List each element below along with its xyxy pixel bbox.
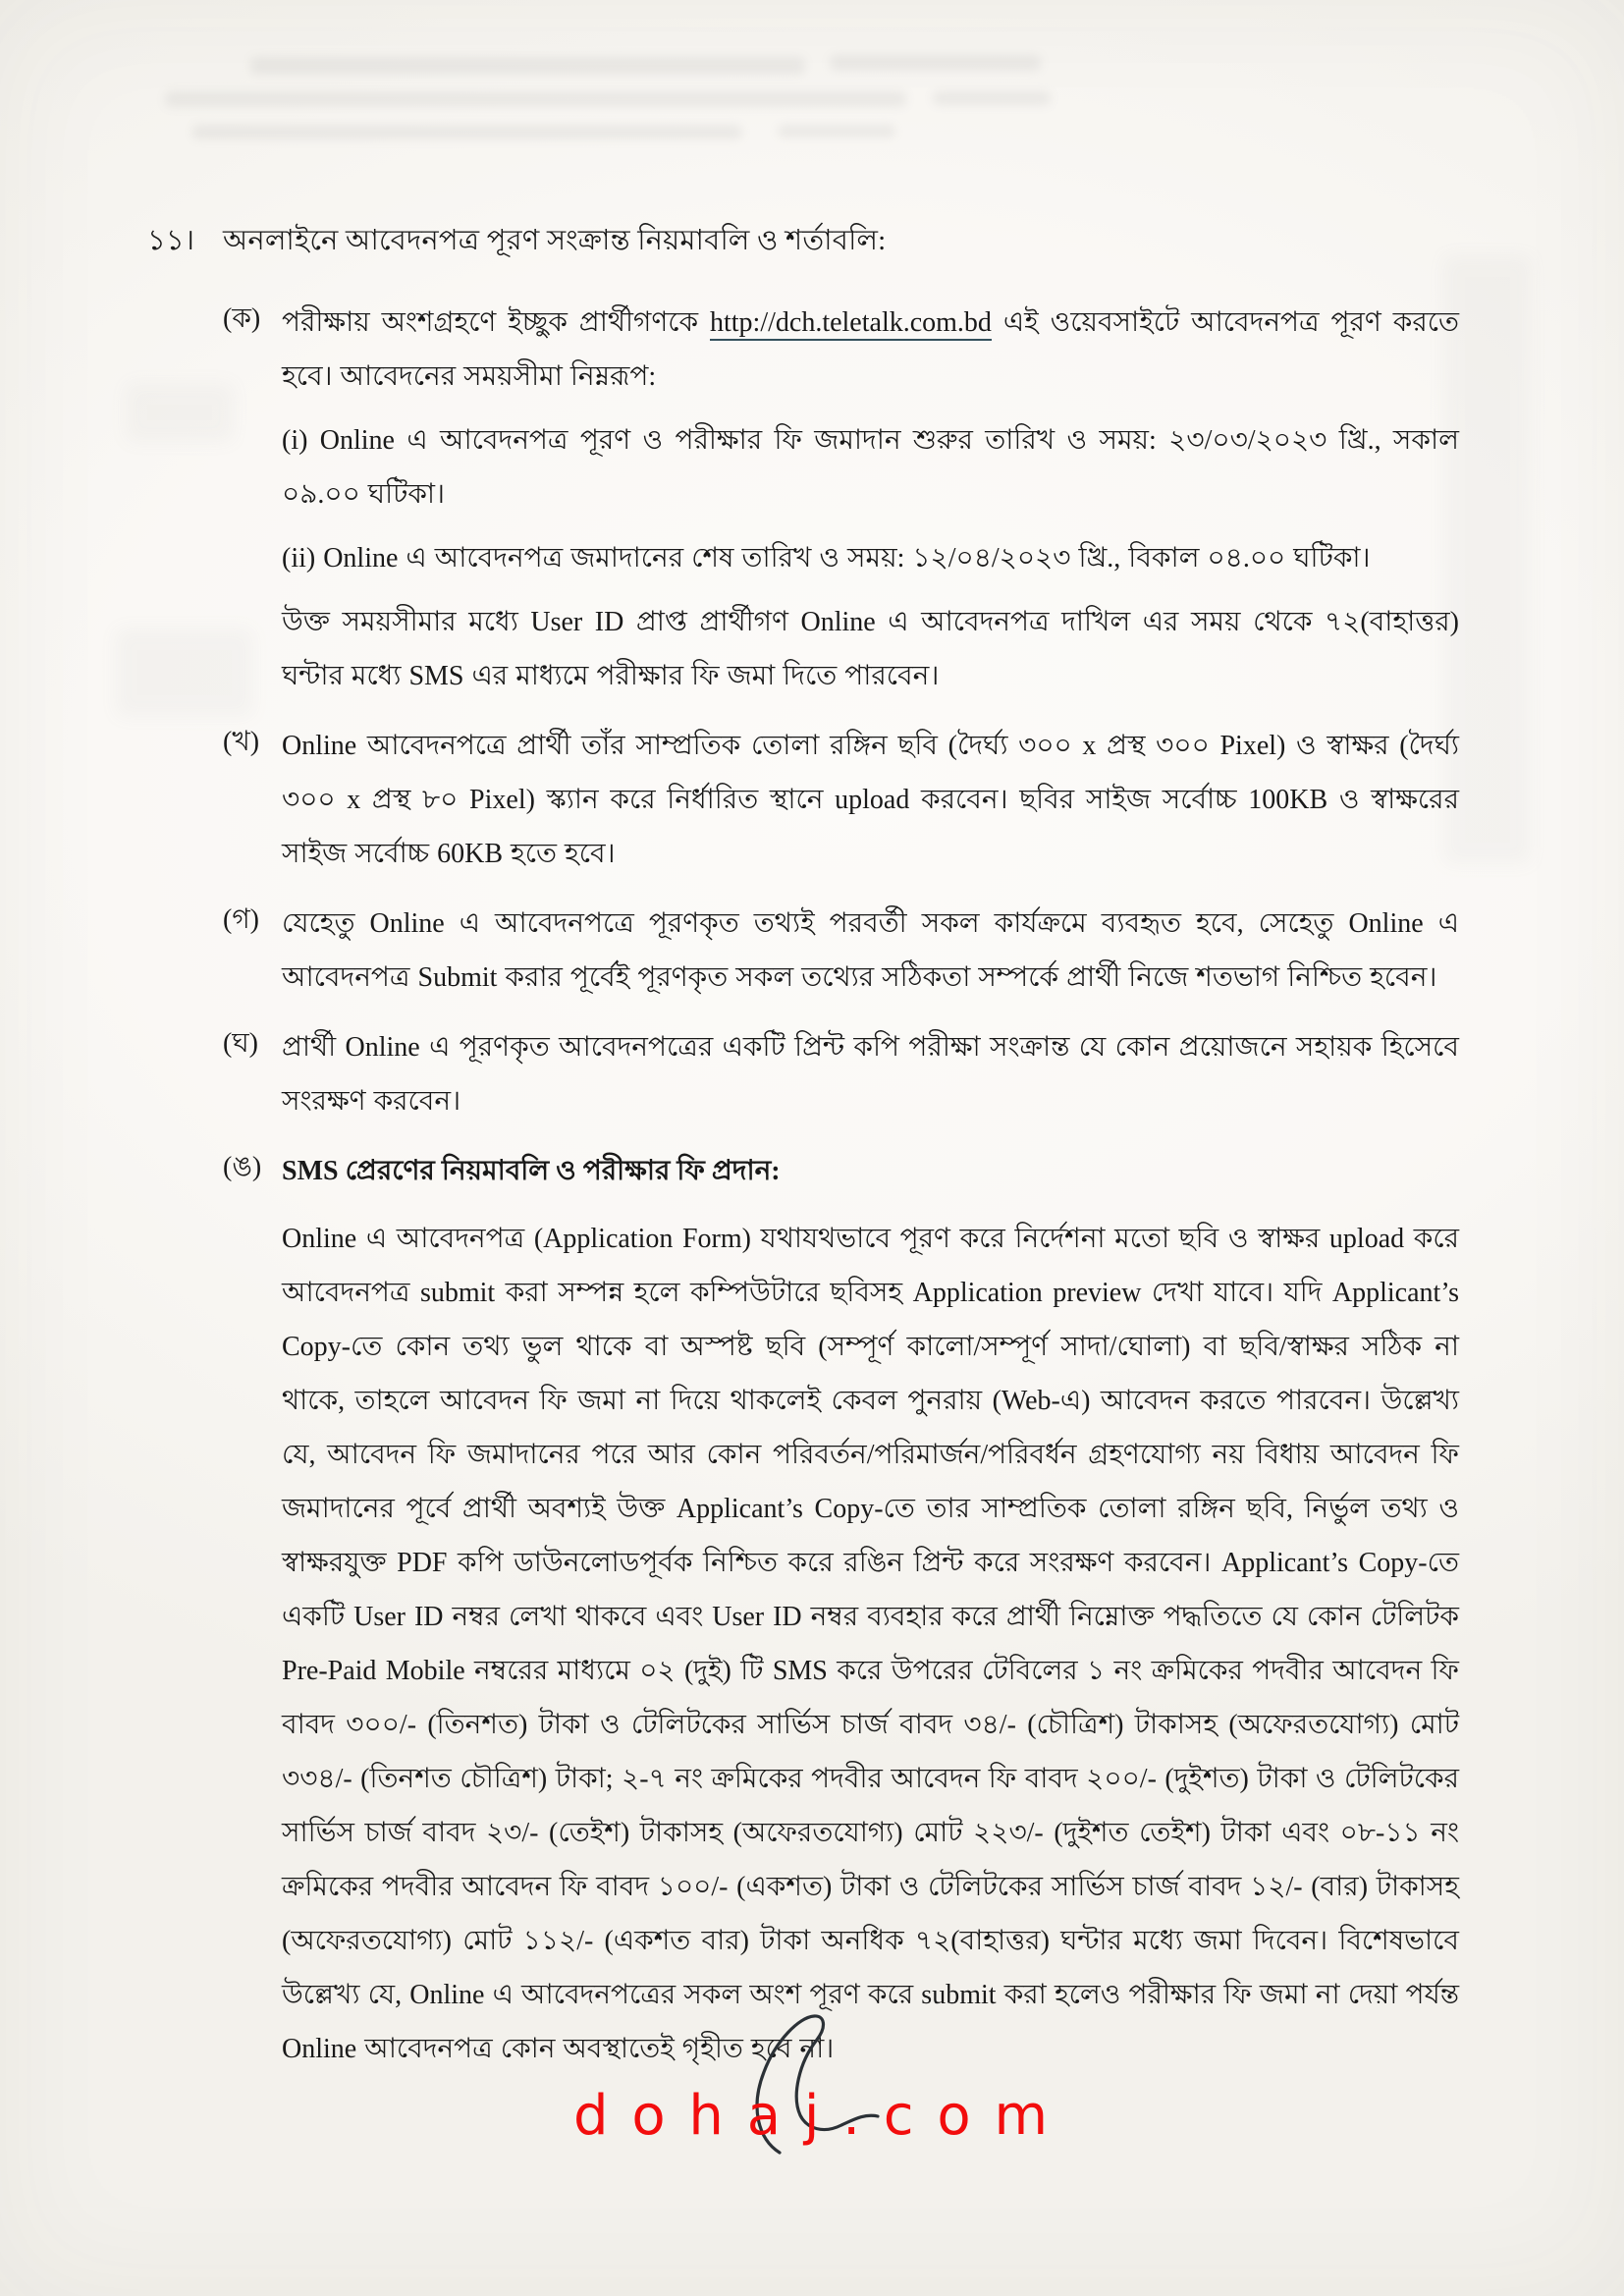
section-ka-closing: উক্ত সময়সীমার মধ্যে User ID প্রাপ্ত প্রার্থীগণ Online এ আবেদনপত্র দাখিল এর সময় থেকে ৭২(বাহাত্তর) ঘন্টার মধ্যে SMS এর মাধ্যমে পরীক্ষার ফি জমা দিতে পারবেন।	[282, 607, 1459, 691]
page-title: অনলাইনে আবেদনপত্র পূরণ সংক্রান্ত নিয়মাবলি ও শর্তাবলি:	[223, 225, 887, 256]
section-uma-label: (ঙ)	[223, 1152, 262, 1182]
bleed-through-artifact	[778, 125, 895, 137]
section-ga	[147, 897, 1459, 1005]
section-ka-label: (ক)	[223, 303, 261, 334]
clause-number: ১১।	[147, 225, 195, 256]
bleed-through-artifact	[830, 55, 1041, 71]
section-gha-label: (ঘ)	[223, 1028, 258, 1059]
section-ka-intro-text-before: পরীক্ষায় অংশগ্রহণে ইচ্ছুক প্রার্থীগণকে	[282, 307, 710, 338]
section-kha-body: Online আবেদনপত্রে প্রার্থী তাঁর সাম্প্রতিক তোলা রঙ্গিন ছবি (দৈর্ঘ্য ৩০০ x প্রস্থ ৩০০ Pixel) ও স্বাক্ষর (দৈর্ঘ্য ৩০০ x প্রস্থ ৮০ Pixel) স্ক্যান করে নির্ধারিত স্থানে upload করবেন। ছবির সাইজ সর্বোচ্চ 100KB ও স্বাক্ষরের সাইজ সর্বোচ্চ 60KB হতে হবে।	[282, 731, 1459, 869]
section-ka-intro-text-after: এই ওয়েবসাইটে আবেদনপত্র পূরণ করতে হবে। আবেদনের সময়সীমা নিম্নরূপ:	[282, 307, 1460, 392]
clause-heading-row	[147, 218, 1459, 266]
application-website-url: http://dch.teletalk.com.bd	[710, 307, 992, 341]
watermark-text: d o h a j . c o m	[573, 2084, 1051, 2148]
section-kha	[147, 719, 1459, 881]
section-uma-body: Online এ আবেদনপত্র (Application Form) যথাযথভাবে পূরণ করে নির্দেশনা মতো ছবি ও স্বাক্ষর upload করে আবেদনপত্র submit করা সম্পন্ন হলে কম্পিউটারে ছবিসহ Application preview দেখা যাবে। যদি Applicant’s Copy-তে কোন তথ্য ভুল থাকে বা অস্পষ্ট ছবি (সম্পূর্ণ কালো/সম্পূর্ণ সাদা/ঘোলা) বা ছবি/স্বাক্ষর সঠিক না থাকে, তাহলে আবেদন ফি জমা না দিয়ে থাকলেই কেবল পুনরায় (Web-এ) আবেদন করতে পারবেন। উল্লেখ্য যে, আবেদন ফি জমাদানের পরে আর কোন পরিবর্তন/পরিমার্জন/পরিবর্ধন গ্রহণযোগ্য নয় বিধায় আবেদন ফি জমাদানের পূর্বে প্রার্থী অবশ্যই উক্ত Applicant’s Copy-তে তার সাম্প্রতিক তোলা রঙ্গিন ছবি, নির্ভুল তথ্য ও স্বাক্ষরযুক্ত PDF কপি ডাউনলোডপূর্বক নিশ্চিত করে রঙিন প্রিন্ট করে সংরক্ষণ করবেন। Applicant’s Copy-তে একটি User ID নম্বর লেখা থাকবে এবং User ID নম্বর ব্যবহার করে প্রার্থী নিম্নোক্ত পদ্ধতিতে যে কোন টেলিটক Pre-Paid Mobile নম্বরের মাধ্যমে ০২ (দুই) টি SMS করে উপরের টেবিলের ১ নং ক্রমিকের পদবীর আবেদন ফি বাবদ ৩০০/- (তিনশত) টাকা ও টেলিটকের সার্ভিস চার্জ বাবদ ৩৪/- (চৌত্রিশ) টাকাসহ (অফেরতযোগ্য) মোট ৩৩৪/- (তিনশত চৌত্রিশ) টাকা; ২-৭ নং ক্রমিকের পদবীর আবেদন ফি বাবদ ২০০/- (দুইশত) টাকা ও টেলিটকের সার্ভিস চার্জ বাবদ ২৩/- (তেইশ) টাকাসহ (অফেরতযোগ্য) মোট ২২৩/- (দুইশত তেইশ) টাকা এবং ০৮-১১ নং ক্রমিকের পদবীর আবেদন ফি বাবদ ১০০/- (একশত) টাকা ও টেলিটকের সার্ভিস চার্জ বাবদ ১২/- (বার) টাকাসহ (অফেরতযোগ্য) মোট ১১২/- (একশত বার) টাকা অনধিক ৭২(বাহাত্তর) ঘন্টার মধ্যে জমা দিবেন। বিশেষভাবে উল্লেখ্য যে, Online এ আবেদনপত্রের সকল অংশ পূরণ করে submit করা হলেও পরীক্ষার ফি জমা না দেয়া পর্যন্ত Online আবেদনপত্র কোন অবস্থাতেই গৃহীত হবে না।	[282, 1224, 1459, 2064]
bleed-through-artifact	[192, 125, 742, 139]
section-ka	[147, 296, 1459, 703]
section-gha-body: প্রার্থী Online এ পূরণকৃত আবেদনপত্রের একটি প্রিন্ট কপি পরীক্ষা সংক্রান্ত যে কোন প্রয়োজনে সহায়ক হিসেবে সংরক্ষণ করবেন।	[282, 1032, 1459, 1117]
section-uma	[147, 1144, 1459, 2076]
section-ka-intro	[282, 296, 1459, 404]
section-uma-heading: SMS প্রেরণের নিয়মাবলি ও পরীক্ষার ফি প্রদান:	[282, 1156, 781, 1186]
section-gha	[147, 1020, 1459, 1128]
document-body	[147, 218, 1459, 2092]
section-ga-body: যেহেতু Online এ আবেদনপত্রে পূরণকৃত তথ্যই পরবর্তী সকল কার্যক্রমে ব্যবহৃত হবে, সেহেতু Online এ আবেদনপত্র Submit করার পূর্বেই পূরণকৃত সকল তথ্যের সঠিকতা সম্পর্কে প্রার্থী নিজে শতভাগ নিশ্চিত হবেন।	[282, 908, 1459, 993]
section-ga-label: (গ)	[223, 904, 259, 935]
bleed-through-artifact	[250, 57, 805, 75]
bleed-through-artifact	[165, 91, 906, 107]
bleed-through-artifact	[933, 91, 1051, 105]
sub-item-start-date: (i) Online এ আবেদনপত্র পূরণ ও পরীক্ষার ফি জমাদান শুরুর তারিখ ও সময়: ২৩/০৩/২০২৩ খ্রি., সকাল ০৯.০০ ঘটিকা।	[282, 425, 1459, 510]
section-kha-label: (খ)	[223, 727, 260, 757]
sub-item-end-date: (ii) Online এ আবেদনপত্র জমাদানের শেষ তারিখ ও সময়: ১২/০৪/২০২৩ খ্রি., বিকাল ০৪.০০ ঘটিকা।	[282, 543, 1371, 574]
